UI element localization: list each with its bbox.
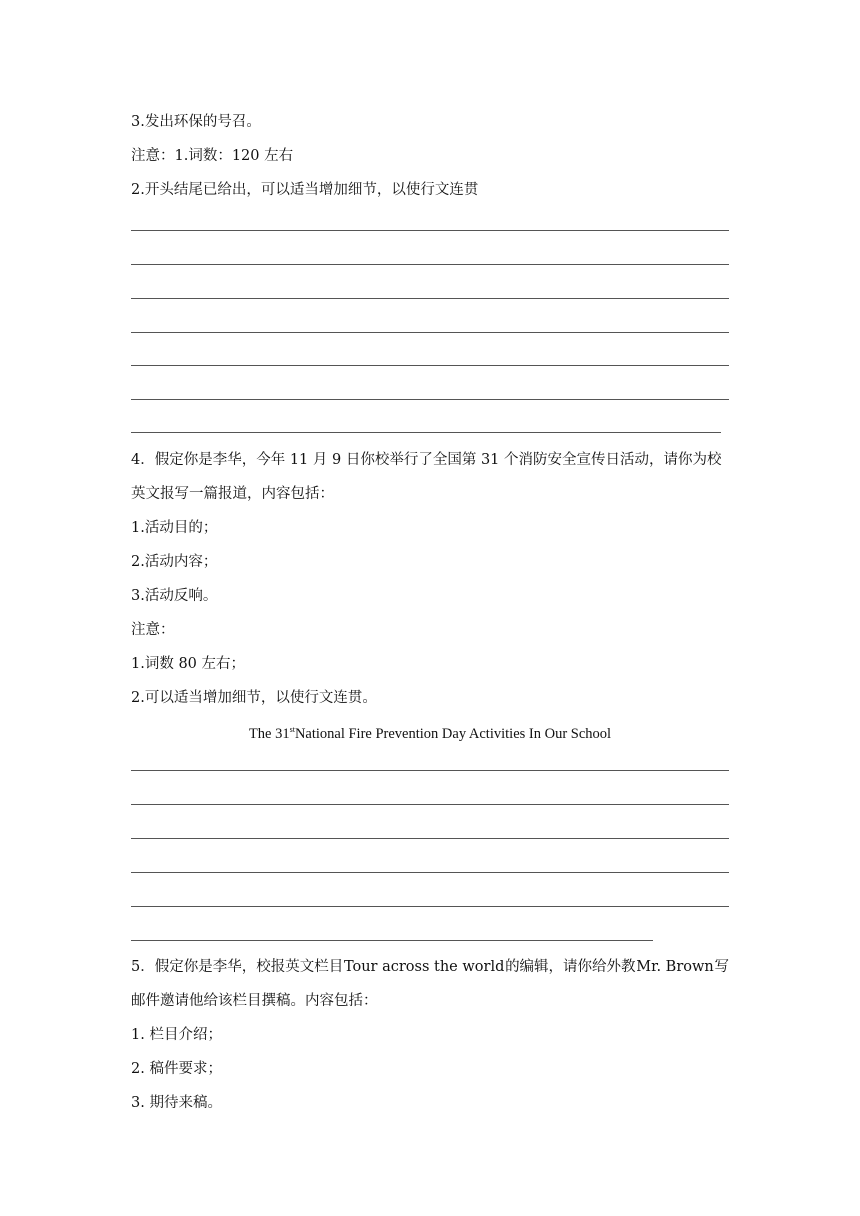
essay-title-number: The 31: [248, 726, 290, 742]
note-word-count: 注意：1.词数：120 左右: [131, 148, 294, 164]
answer-line: [131, 804, 729, 805]
question-5-prompt-cont: 邮件邀请他给该栏目撰稿。内容包括：: [131, 993, 378, 1009]
answer-line: [131, 298, 729, 299]
requirement-item-3: 3.发出环保的号召。: [131, 114, 261, 130]
content-item-2: 2. 稿件要求；: [131, 1061, 222, 1077]
note-word-count: 1.词数 80 左右；: [131, 656, 246, 672]
essay-title-ordinal: st: [289, 725, 295, 734]
answer-line: [131, 432, 721, 433]
prompt-part: 的编辑，请你给外教: [505, 959, 636, 975]
essay-title: [0, 720, 860, 744]
answer-line: [131, 230, 729, 231]
answer-line: [131, 264, 729, 265]
question-4-prompt-cont: 英文报写一篇报道，内容包括：: [131, 486, 334, 502]
note-label: 注意：: [131, 622, 175, 638]
content-item-3: 3. 期待来稿。: [131, 1095, 222, 1111]
answer-line: [131, 770, 729, 771]
answer-line: [131, 838, 729, 839]
content-item-1: 1. 栏目介绍；: [131, 1027, 222, 1043]
essay-title-text: National Fire Prevention Day Activities In Our School: [294, 726, 612, 742]
column-name: Tour across the world: [343, 959, 505, 975]
teacher-name: Mr. Brown: [636, 959, 714, 975]
content-item-2: 2.活动内容；: [131, 554, 218, 570]
question-5-prompt: [131, 957, 729, 977]
content-item-1: 1.活动目的；: [131, 520, 218, 536]
answer-line: [131, 365, 729, 366]
answer-line: [131, 940, 653, 941]
note-coherence: 2.可以适当增加细节，以使行文连贯。: [131, 690, 377, 706]
note-coherence: 2.开头结尾已给出，可以适当增加细节，以使行文连贯: [131, 182, 479, 198]
answer-line: [131, 906, 729, 907]
prompt-part: 写: [714, 959, 729, 975]
answer-line: [131, 332, 729, 333]
content-item-3: 3.活动反响。: [131, 588, 218, 604]
answer-line: [131, 872, 729, 873]
prompt-part: 5．假定你是李华，校报英文栏目: [131, 959, 344, 975]
answer-line: [131, 399, 729, 400]
question-4-prompt: 4．假定你是李华，今年 11 月 9 日你校举行了全国第 31 个消防安全宣传日活动，请你为校: [131, 452, 722, 468]
